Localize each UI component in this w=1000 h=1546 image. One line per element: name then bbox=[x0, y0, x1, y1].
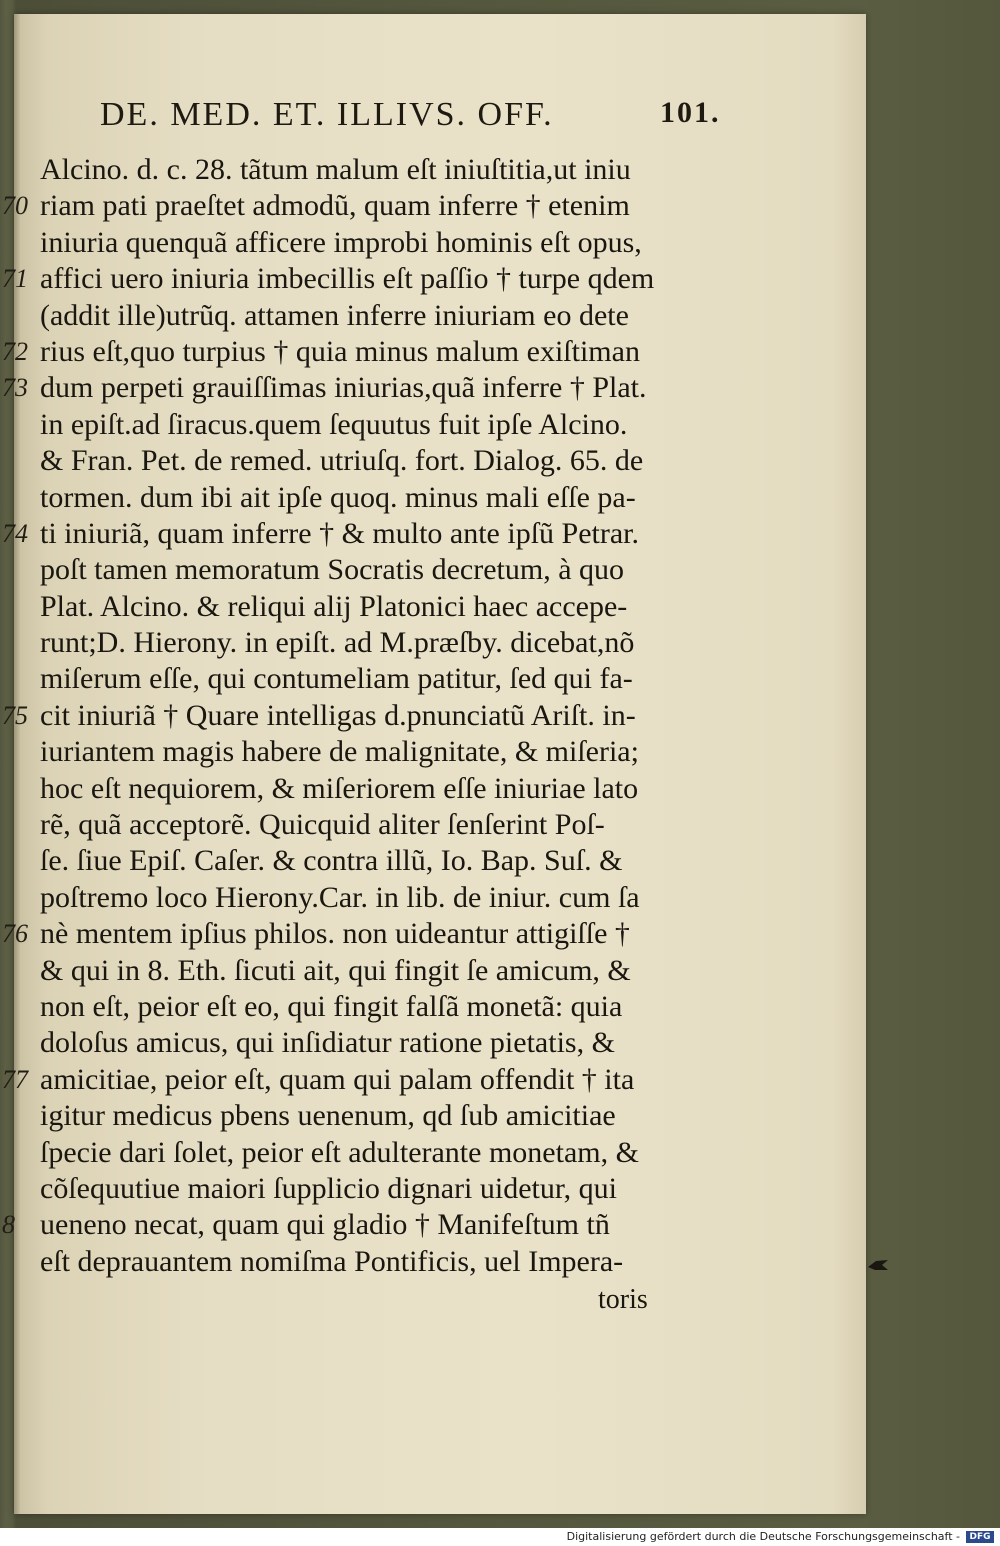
line-text: & Fran. Pet. de remed. utriuſq. fort. Dialog. 65. de bbox=[40, 444, 644, 478]
text-line bbox=[0, 334, 860, 370]
line-text: tormen. dum ibi ait ipſe quoq. minus mali eſſe pa- bbox=[40, 480, 636, 514]
body-text bbox=[0, 152, 860, 1280]
text-line bbox=[0, 589, 860, 625]
line-text: rẽ, quã acceptorẽ. Quicquid aliter ſenſerint Poſ- bbox=[40, 808, 605, 842]
line-text: riam pati praeſtet admodũ, quam inferre † etenim bbox=[40, 189, 630, 223]
text-line bbox=[0, 1135, 860, 1171]
marginal-number: 73 bbox=[2, 373, 28, 403]
line-text: ſe. ſiue Epiſ. Caſer. & contra illũ, Io. Bap. Suſ. & bbox=[40, 844, 623, 878]
line-text: poſtremo loco Hierony.Car. in lib. de iniur. cum ſa bbox=[40, 880, 640, 914]
footer-bar bbox=[0, 1528, 1000, 1546]
line-text: iniuria quenquã afficere improbi hominis eſt opus, bbox=[40, 225, 642, 259]
text-line bbox=[0, 916, 860, 952]
marginal-number: 8 bbox=[2, 1210, 15, 1240]
line-text: non eſt, peior eſt eo, qui fingit falſã monetã: quia bbox=[40, 989, 623, 1023]
text-line bbox=[0, 370, 860, 406]
line-text: cit iniuriã † Quare intelligas d.pnunciatũ Ariſt. in- bbox=[40, 698, 636, 732]
line-text: doloſus amicus, qui inſidiatur ratione pietatis, & bbox=[40, 1026, 615, 1060]
text-line bbox=[0, 1207, 860, 1243]
catchword: toris bbox=[598, 1284, 648, 1315]
line-text: eſt deprauantem nomiſma Pontificis, uel Impera- bbox=[40, 1244, 624, 1278]
line-text: runt;D. Hierony. in epiſt. ad M.præſby. dicebat,nõ bbox=[40, 626, 635, 660]
line-text: affici uero iniuria imbecillis eſt paſſio † turpe qdem bbox=[40, 262, 655, 296]
text-line bbox=[0, 443, 860, 479]
marginal-number: 77 bbox=[2, 1064, 28, 1094]
marginal-number: 72 bbox=[2, 336, 28, 366]
marginal-number: 74 bbox=[2, 518, 28, 548]
line-text: (addit ille)utrũq. attamen inferre iniuriam eo dete bbox=[40, 298, 629, 332]
text-line bbox=[0, 734, 860, 770]
marginal-number: 75 bbox=[2, 700, 28, 730]
line-text: rius eſt,quo turpius † quia minus malum exiſtiman bbox=[40, 334, 640, 368]
text-line bbox=[0, 1025, 860, 1061]
manicule-pointer-icon bbox=[868, 1258, 888, 1272]
text-line bbox=[0, 480, 860, 516]
text-line bbox=[0, 188, 860, 224]
text-line bbox=[0, 807, 860, 843]
marginal-number: 70 bbox=[2, 191, 28, 221]
line-text: ſpecie dari ſolet, peior eſt adulterante monetam, & bbox=[40, 1135, 639, 1169]
text-line bbox=[0, 152, 860, 188]
line-text: in epiſt.ad ſiracus.quem ſequutus fuit ipſe Alcino. bbox=[40, 407, 628, 441]
marginal-number: 76 bbox=[2, 919, 28, 949]
line-text: nè mentem ipſius philos. non uideantur attigiſſe † bbox=[40, 917, 630, 951]
running-head bbox=[100, 96, 860, 146]
running-head-title: DE. MED. ET. ILLIVS. OFF. bbox=[100, 96, 554, 133]
line-text: cõſequutiue maiori ſupplicio dignari uidetur, qui bbox=[40, 1171, 618, 1205]
line-text: poſt tamen memoratum Socratis decretum, à quo bbox=[40, 553, 625, 587]
text-line bbox=[0, 771, 860, 807]
text-line bbox=[0, 953, 860, 989]
text-line bbox=[0, 1244, 860, 1280]
line-text: Plat. Alcino. & reliqui alij Platonici haec accepe- bbox=[40, 589, 628, 623]
text-line bbox=[0, 552, 860, 588]
text-line bbox=[0, 661, 860, 697]
marginal-number: 71 bbox=[2, 264, 28, 294]
text-line bbox=[0, 516, 860, 552]
text-line bbox=[0, 698, 860, 734]
text-line bbox=[0, 625, 860, 661]
text-line bbox=[0, 989, 860, 1025]
text-line bbox=[0, 1098, 860, 1134]
text-line bbox=[0, 1062, 860, 1098]
line-text: miſerum eſſe, qui contumeliam patitur, ſed qui fa- bbox=[40, 662, 633, 696]
footer-credit: Digitalisierung gefördert durch die Deutsche Forschungsgemeinschaft - bbox=[566, 1530, 960, 1543]
text-line bbox=[0, 407, 860, 443]
text-line bbox=[0, 261, 860, 297]
line-text: dum perpeti grauiſſimas iniurias,quã inferre † Plat. bbox=[40, 371, 647, 405]
line-text: hoc eſt nequiorem, & miſeriorem eſſe iniuriae lato bbox=[40, 771, 639, 805]
text-line bbox=[0, 1171, 860, 1207]
text-line bbox=[0, 225, 860, 261]
dfg-logo: DFG bbox=[966, 1531, 994, 1543]
line-text: Alcino. d. c. 28. tãtum malum eſt iniuſtitia,ut iniu bbox=[40, 153, 631, 186]
line-text: & qui in 8. Eth. ſicuti ait, qui fingit ſe amicum, & bbox=[40, 953, 631, 987]
text-line bbox=[0, 298, 860, 334]
line-text: amicitiae, peior eſt, quam qui palam offendit † ita bbox=[40, 1062, 635, 1096]
line-text: igitur medicus pbens uenenum, qd ſub amicitiae bbox=[40, 1099, 616, 1133]
text-line bbox=[0, 880, 860, 916]
line-text: ti iniuriã, quam inferre † & multo ante ipſũ Petrar. bbox=[40, 516, 640, 550]
line-text: ueneno necat, quam qui gladio † Manifeſtum tñ bbox=[40, 1208, 610, 1242]
text-line bbox=[0, 843, 860, 879]
line-text: iuriantem magis habere de malignitate, & miſeria; bbox=[40, 735, 639, 769]
page-number: 101. bbox=[660, 96, 721, 129]
